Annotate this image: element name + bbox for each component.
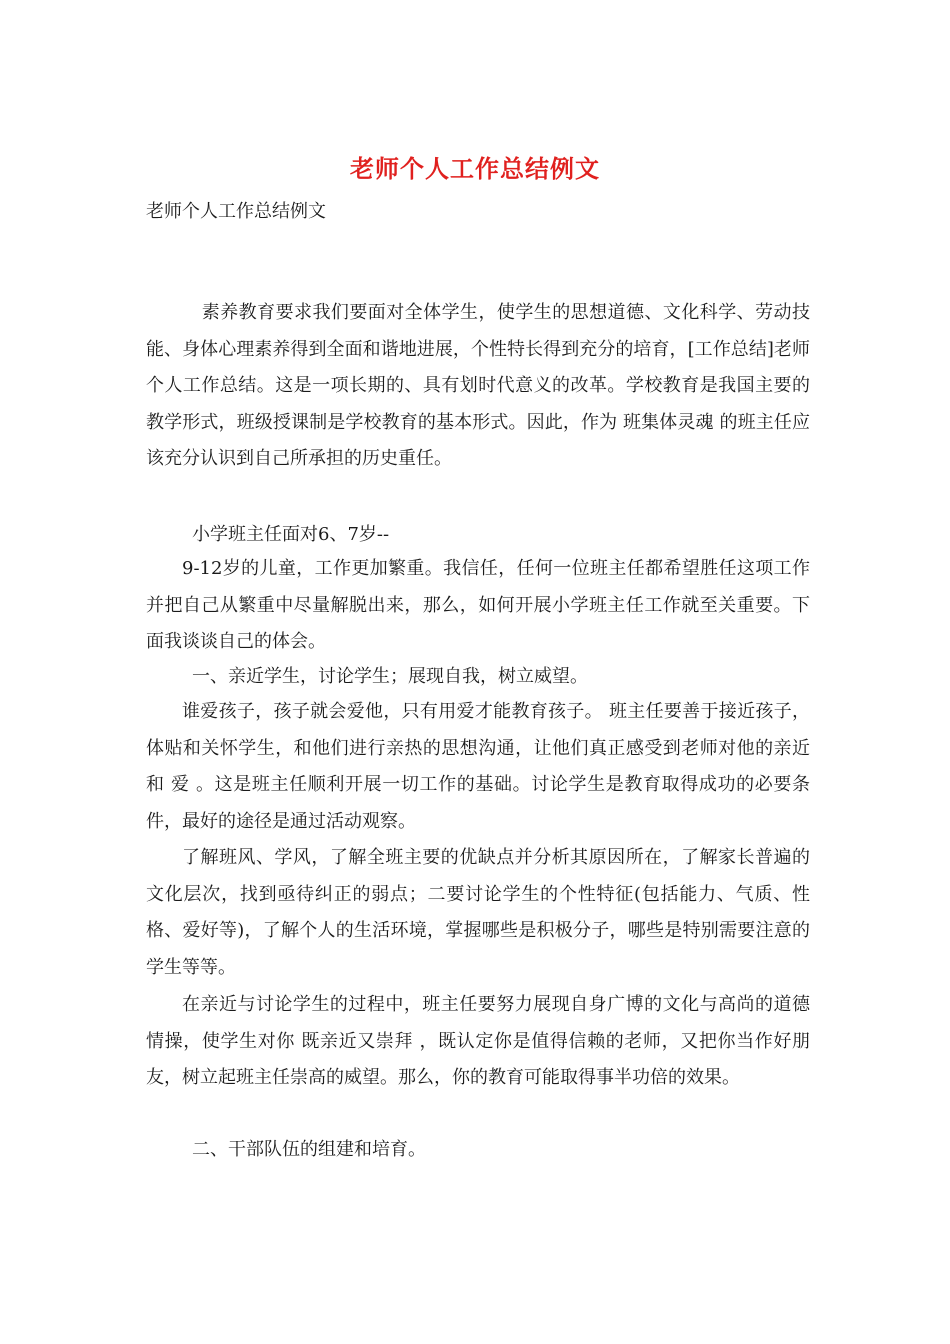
paragraph-4: 了解班风、学风，了解全班主要的优缺点并分析其原因所在，了解家长普遍的文化层次，找到亟待纠正的弱点；二要讨论学生的个性特征(包括能力、气质、性格、爱好等)，了解个人的生活环境，掌握哪些是积极分子，哪些是特别需要注意的学生等等。 <box>146 847 810 978</box>
paragraph-2-first-line: 小学班主任面对6、7岁-- <box>192 524 390 545</box>
paragraph-3: 谁爱孩子，孩子就会爱他，只有用爱才能教育孩子。 班主任要善于接近孩子，体贴和关怀学生，和他们进行亲热的思想沟通，让他们真正感受到老师对他的亲近和 爱 。这是班主任顺利开展一切工作的基础。讨论学生是教育取得成功的必要条件，最好的途径是通过活动观察。 <box>146 701 810 832</box>
section-heading-1: 一、亲近学生，讨论学生；展现自我，树立威望。 <box>192 666 588 687</box>
paragraph-5: 在亲近与讨论学生的过程中，班主任要努力展现自身广博的文化与高尚的道德情操，使学生对你 既亲近又崇拜 ，既认定你是值得信赖的老师，又把你当作好朋友，树立起班主任崇高的威望。那么，你的教育可能取得事半功倍的效果。 <box>146 994 810 1088</box>
section-heading-2: 二、干部队伍的组建和培育。 <box>192 1139 426 1160</box>
paragraph-2: 9-12岁的儿童，工作更加繁重。我信任，任何一位班主任都希望胜任这项工作并把自己从繁重中尽量解脱出来，那么，如何开展小学班主任工作就至关重要。下面我谈谈自己的体会。 <box>146 558 810 652</box>
paragraph-intro: 素养教育要求我们要面对全体学生，使学生的思想道德、文化科学、劳动技能、身体心理素养得到全面和谐地进展，个性特长得到充分的培育，[工作总结]老师个人工作总结。这是一项长期的、具有划时代意义的改革。学校教育是我国主要的教学形式，班级授课制是学校教育的基本形式。因此，作为 班集体灵魂 的班主任应该充分认识到自己所承担的历史重任。 <box>146 302 810 469</box>
document-title: 老师个人工作总结例文 <box>350 154 600 183</box>
document-subtitle: 老师个人工作总结例文 <box>146 201 326 222</box>
